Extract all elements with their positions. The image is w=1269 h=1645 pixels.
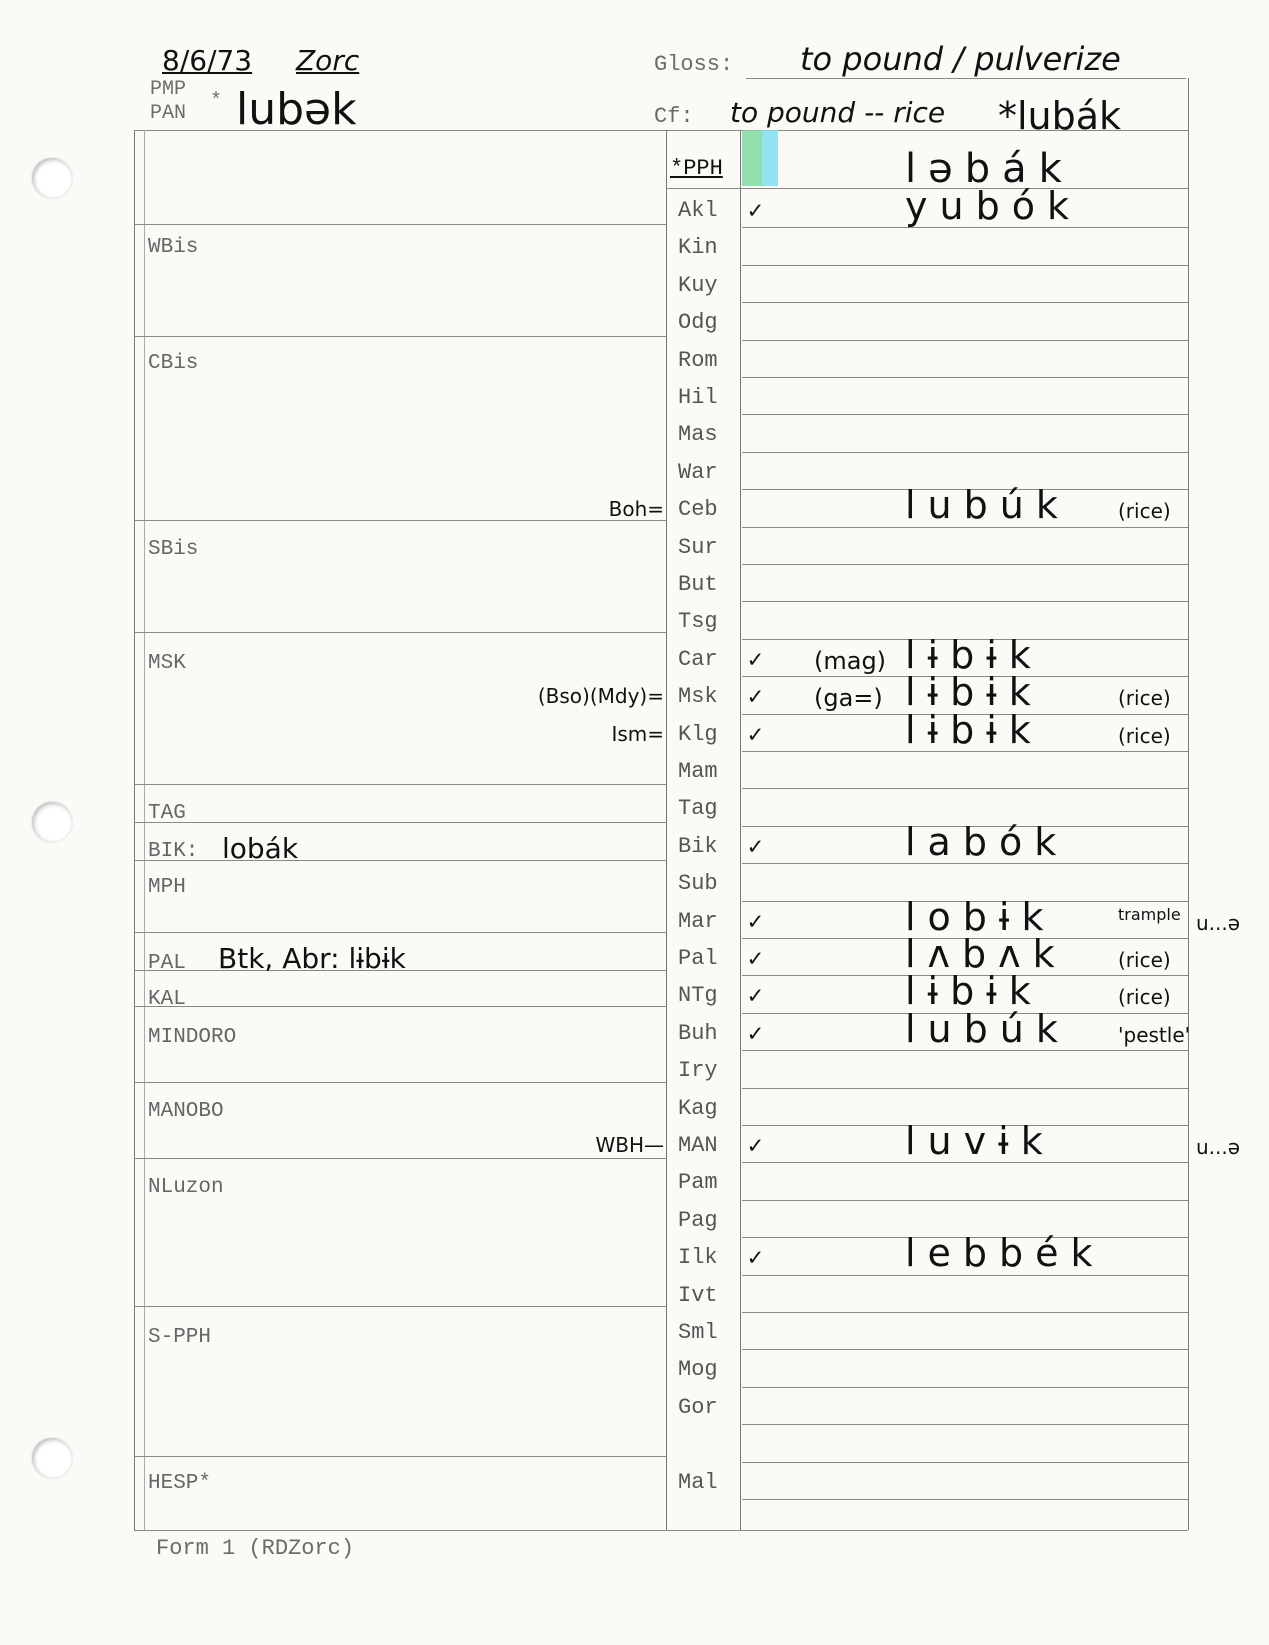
language-code: Pal [678, 946, 718, 971]
language-row-line [742, 1312, 1188, 1313]
language-code: Gor [678, 1394, 718, 1420]
sect-divider [134, 1158, 666, 1159]
check-mark: ✓ [748, 1246, 763, 1274]
language-code: Msk [678, 684, 718, 710]
pph-highlight-cyan [762, 130, 778, 186]
sect-divider [134, 1456, 666, 1457]
language-note: (rice) [1118, 686, 1171, 711]
language-row-line [742, 452, 1188, 453]
section-mindoro: MINDORO [148, 1026, 237, 1049]
language-form: luvɨk [905, 1119, 1055, 1163]
language-code: Pag [678, 1207, 718, 1233]
cf-value: to pound -- rice [730, 96, 946, 129]
check-mark: ✓ [748, 947, 763, 974]
form-prefix: (mag) [814, 646, 887, 675]
section-wbis: WBis [148, 236, 199, 259]
sect-divider [134, 1306, 666, 1307]
language-code: Pam [678, 1170, 718, 1196]
language-code: Mas [678, 422, 718, 448]
sect-divider [134, 632, 666, 633]
language-note: (rice) [1118, 499, 1171, 524]
section-hesp: HESP* [148, 1472, 212, 1495]
language-left-note: Ism= [611, 721, 664, 746]
frame-lang-right [740, 130, 741, 1530]
section-bik: BIK: [148, 840, 199, 863]
header-date: 8/6/73 [162, 44, 253, 77]
language-form: lɨbɨk [905, 707, 1043, 752]
section-cbis: CBis [148, 352, 199, 375]
language-row-line [742, 1387, 1188, 1388]
punch-hole-bottom [32, 1438, 72, 1478]
proto-form: lubək [236, 84, 357, 135]
section-tag: TAG [148, 802, 186, 825]
section-bik-note: lobák [222, 832, 299, 865]
language-code: Mam [678, 759, 718, 784]
section-s-pph: S-PPH [148, 1326, 212, 1349]
language-code: Klg [678, 721, 718, 747]
language-code: Hil [678, 385, 718, 410]
language-row-line [742, 601, 1188, 602]
language-code: Kuy [678, 272, 718, 298]
form-prefix: (ga=) [814, 684, 883, 713]
language-row-line [742, 788, 1188, 789]
language-left-note: Boh= [608, 497, 664, 522]
section-kal: KAL [148, 988, 186, 1011]
language-form: lubúk [905, 483, 1070, 528]
language-code: But [678, 572, 718, 597]
sect-divider [134, 336, 666, 337]
section-sbis: SBis [148, 538, 199, 561]
language-code: Sub [678, 871, 718, 897]
language-code: Ilk [678, 1245, 718, 1271]
cf-form: *lubák [998, 94, 1122, 138]
gloss-underline [746, 78, 1186, 79]
language-row-line [742, 414, 1188, 415]
pph-form: ləbák [905, 146, 1074, 192]
frame-top [134, 130, 1188, 131]
language-row-line [742, 265, 1188, 266]
pph-label: *PPH [670, 156, 723, 181]
language-row-line [742, 340, 1188, 341]
frame-left [134, 130, 135, 1530]
language-row-line [742, 564, 1188, 565]
header-author: Zorc [296, 44, 360, 77]
language-code: Ceb [678, 497, 718, 523]
language-note: 'pestle' [1118, 1022, 1191, 1047]
section-nluzon: NLuzon [148, 1176, 224, 1199]
sect-divider [134, 520, 666, 521]
language-form: yubók [905, 184, 1081, 228]
language-code: Mal [678, 1469, 718, 1495]
language-form: lɨbɨk [905, 670, 1043, 715]
sect-divider [134, 1006, 666, 1007]
language-code: Tag [678, 796, 718, 822]
language-form: lubúk [905, 1006, 1070, 1051]
language-form: labók [905, 819, 1069, 864]
language-code: Tsg [678, 609, 718, 635]
language-code: Sml [678, 1320, 718, 1345]
check-mark: ✓ [748, 199, 763, 226]
check-mark: ✓ [748, 834, 763, 862]
language-code: Sur [678, 534, 718, 560]
punch-hole-middle [32, 802, 72, 842]
section-pal-note: Btk, Abr: lɨbɨk [218, 942, 406, 975]
language-code: Buh [678, 1020, 718, 1046]
sect-divider [134, 224, 666, 225]
language-code: Kag [678, 1095, 718, 1121]
language-code: War [678, 459, 718, 485]
language-left-note: WBH— [595, 1133, 664, 1157]
section-manobo: MANOBO [148, 1100, 224, 1123]
language-form: lʌbʌk [905, 932, 1067, 976]
frame-mid [666, 130, 667, 1530]
language-code: Mog [678, 1357, 718, 1383]
check-mark: ✓ [748, 909, 763, 937]
gloss-label: Gloss: [654, 52, 734, 77]
language-right-note: u...ə [1196, 910, 1241, 935]
language-code: Bik [678, 833, 718, 859]
language-form: lobɨk [905, 894, 1056, 939]
frame-left-inner [144, 130, 145, 1530]
section-msk: MSK [148, 652, 186, 675]
language-note: (rice) [1118, 723, 1171, 748]
sect-divider [134, 822, 666, 823]
language-row-line [742, 1462, 1188, 1463]
pmp-label: PMP [150, 78, 187, 101]
frame-right [1188, 78, 1189, 1530]
language-note: trample [1118, 904, 1181, 924]
language-code: Kin [678, 235, 718, 261]
section-pal: PAL [148, 952, 186, 975]
language-row-line [742, 1349, 1188, 1350]
language-form: lɨbɨk [905, 632, 1043, 677]
language-row-line [742, 302, 1188, 303]
language-right-note: u...ə [1196, 1135, 1241, 1159]
sect-divider [134, 860, 666, 861]
language-code: NTg [678, 983, 718, 1009]
check-mark: ✓ [748, 984, 763, 1012]
language-code: Ivt [678, 1282, 718, 1308]
language-code: Mar [678, 908, 718, 934]
language-form: lɨbɨk [905, 969, 1043, 1014]
language-code: Iry [678, 1058, 718, 1084]
pph-highlight-green [742, 130, 762, 186]
language-code: Car [678, 646, 718, 672]
language-code: MAN [678, 1133, 718, 1158]
frame-bottom [134, 1530, 1188, 1531]
language-row-line [742, 1088, 1188, 1089]
check-mark: ✓ [748, 685, 763, 713]
cf-label: Cf: [654, 104, 694, 129]
punch-hole-top [32, 158, 72, 198]
gloss-value: to pound / pulverize [800, 40, 1121, 78]
pan-label: PAN [150, 102, 187, 125]
sect-divider [134, 932, 666, 933]
check-mark: ✓ [748, 722, 763, 750]
check-mark: ✓ [748, 1021, 763, 1049]
language-note: (rice) [1118, 985, 1171, 1010]
language-row-line [742, 1200, 1188, 1201]
sect-divider [134, 1082, 666, 1083]
language-note: (rice) [1118, 948, 1171, 972]
language-code: Odg [678, 310, 718, 336]
check-mark: ✓ [748, 647, 763, 675]
section-mph: MPH [148, 876, 186, 899]
language-code: Akl [678, 198, 718, 223]
language-code: Rom [678, 347, 718, 373]
footer-form-label: Form 1 (RDZorc) [156, 1536, 355, 1561]
check-mark: ✓ [748, 1134, 763, 1161]
language-form: lebbék [905, 1231, 1105, 1276]
language-left-note: (Bso)(Mdy)= [537, 684, 664, 709]
language-row-line [742, 1424, 1188, 1425]
language-row-line [742, 1499, 1188, 1500]
language-row-line [742, 377, 1188, 378]
sect-divider [134, 784, 666, 785]
proto-asterisk: * [210, 90, 223, 113]
